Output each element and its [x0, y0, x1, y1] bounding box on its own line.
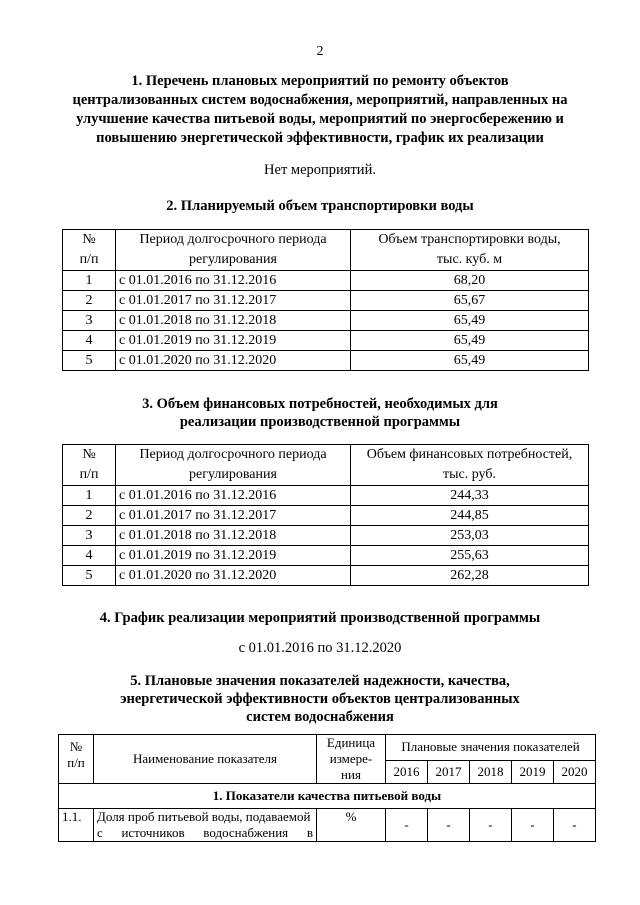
row-period: с 01.01.2019 по 31.12.2019 — [116, 331, 351, 351]
table-row — [63, 331, 589, 351]
table-row — [63, 566, 589, 586]
header-value-line-1: Объем финансовых потребностей, — [366, 447, 573, 462]
header-period-line-1: Период долгосрочного периода — [139, 447, 327, 462]
header-value-line-2: тыс. руб. — [443, 467, 496, 482]
row-name-line-2: с источников водоснабжения в — [97, 825, 313, 840]
header-num-line-1: № — [82, 232, 96, 247]
header-period-line-1: Период долгосрочного периода — [139, 232, 327, 247]
row-value: 255,63 — [351, 546, 589, 566]
row-value: 244,33 — [351, 486, 589, 506]
header-num — [63, 230, 116, 271]
section1-title-line-1: 1. Перечень плановых мероприятий по ремонту объектов — [131, 73, 509, 89]
header-num-line-2: п/п — [79, 252, 99, 267]
header-num-line-2: п/п — [79, 467, 99, 482]
section4-body: с 01.01.2016 по 31.12.2020 — [238, 640, 402, 656]
row-value: 65,49 — [351, 311, 589, 331]
row-value: 65,49 — [351, 331, 589, 351]
header-planned: Плановые значения показателей — [386, 735, 596, 761]
row-num: 1 — [63, 271, 116, 291]
section3-title-line-1: 3. Объем финансовых потребностей, необходимых для — [142, 396, 498, 412]
row-value: 244,85 — [351, 506, 589, 526]
table-header-row — [63, 230, 589, 271]
row-num: 5 — [63, 566, 116, 586]
row-value: 68,20 — [351, 271, 589, 291]
header-value-line-1: Объем транспортировки воды, — [378, 232, 561, 247]
header-year: 2017 — [427, 760, 469, 783]
indicators-table — [58, 734, 596, 842]
header-unit-line-2: измере-ния — [329, 751, 373, 782]
header-unit-line-1: Единица — [326, 735, 376, 750]
row-num: 3 — [63, 526, 116, 546]
header-year: 2016 — [386, 760, 428, 783]
table-row — [59, 809, 596, 842]
section5-title-line-3: систем водоснабжения — [246, 709, 394, 725]
financial-needs-table — [62, 444, 589, 586]
header-year: 2019 — [511, 760, 553, 783]
header-value-line-2: тыс. куб. м — [436, 252, 503, 267]
section1-title-line-2: централизованных систем водоснабжения, мероприятий, направленных на — [72, 92, 568, 108]
row-period: с 01.01.2018 по 31.12.2018 — [116, 526, 351, 546]
header-num-line-2: п/п — [67, 755, 85, 770]
row-period: с 01.01.2018 по 31.12.2018 — [116, 311, 351, 331]
row-num: 4 — [63, 546, 116, 566]
section1-title-line-4: повышению энергетической эффективности, график их реализации — [96, 130, 544, 146]
page-number: 2 — [316, 44, 324, 59]
table-row — [63, 271, 589, 291]
row-value: - — [511, 809, 553, 842]
row-num: 1.1. — [59, 809, 94, 842]
header-period-line-2: регулирования — [189, 467, 277, 482]
section5-title-line-2: энергетической эффективности объектов централизованных — [120, 691, 520, 707]
section1-body: Нет мероприятий. — [264, 162, 376, 178]
row-num: 5 — [63, 351, 116, 371]
table-header-row — [63, 445, 589, 486]
row-value: 65,67 — [351, 291, 589, 311]
row-name — [94, 809, 317, 842]
row-period: с 01.01.2019 по 31.12.2019 — [116, 546, 351, 566]
row-period: с 01.01.2016 по 31.12.2016 — [116, 271, 351, 291]
transport-volume-table — [62, 229, 589, 371]
header-period — [116, 230, 351, 271]
header-unit — [317, 735, 386, 784]
row-num: 1 — [63, 486, 116, 506]
table-row — [63, 526, 589, 546]
table-row — [63, 291, 589, 311]
row-num: 4 — [63, 331, 116, 351]
header-num-line-1: № — [69, 739, 83, 754]
section2-title: 2. Планируемый объем транспортировки воды — [166, 198, 474, 214]
row-value: - — [469, 809, 511, 842]
row-value: - — [427, 809, 469, 842]
table-row — [63, 351, 589, 371]
section4-title: 4. График реализации мероприятий производственной программы — [99, 610, 541, 626]
group-row — [59, 784, 596, 809]
header-num — [59, 735, 94, 784]
row-name-line-1: Доля проб питьевой воды, подаваемой — [97, 809, 311, 824]
header-num — [63, 445, 116, 486]
row-value: - — [386, 809, 428, 842]
section5-title-line-1: 5. Плановые значения показателей надежности, качества, — [130, 673, 510, 689]
header-period-line-2: регулирования — [189, 252, 277, 267]
header-value — [351, 445, 589, 486]
row-value: 65,49 — [351, 351, 589, 371]
table-header-row — [59, 735, 596, 761]
row-num: 3 — [63, 311, 116, 331]
group-title: 1. Показатели качества питьевой воды — [59, 784, 596, 809]
row-period: с 01.01.2017 по 31.12.2017 — [116, 506, 351, 526]
row-value: - — [553, 809, 595, 842]
row-period: с 01.01.2020 по 31.12.2020 — [116, 351, 351, 371]
header-year: 2020 — [553, 760, 595, 783]
table-row — [63, 546, 589, 566]
table-row — [63, 311, 589, 331]
section3-title-line-2: реализации производственной программы — [179, 414, 461, 430]
row-period: с 01.01.2020 по 31.12.2020 — [116, 566, 351, 586]
header-value — [351, 230, 589, 271]
section1-title-line-3: улучшение качества питьевой воды, мероприятий по энергосбережению и — [76, 111, 564, 127]
header-year: 2018 — [469, 760, 511, 783]
header-period — [116, 445, 351, 486]
row-num: 2 — [63, 506, 116, 526]
row-period: с 01.01.2016 по 31.12.2016 — [116, 486, 351, 506]
table-row — [63, 506, 589, 526]
header-num-line-1: № — [82, 447, 96, 462]
row-value: 253,03 — [351, 526, 589, 546]
row-unit: % — [317, 809, 386, 842]
header-name: Наименование показателя — [94, 735, 317, 784]
row-value: 262,28 — [351, 566, 589, 586]
row-period: с 01.01.2017 по 31.12.2017 — [116, 291, 351, 311]
table-row — [63, 486, 589, 506]
row-num: 2 — [63, 291, 116, 311]
